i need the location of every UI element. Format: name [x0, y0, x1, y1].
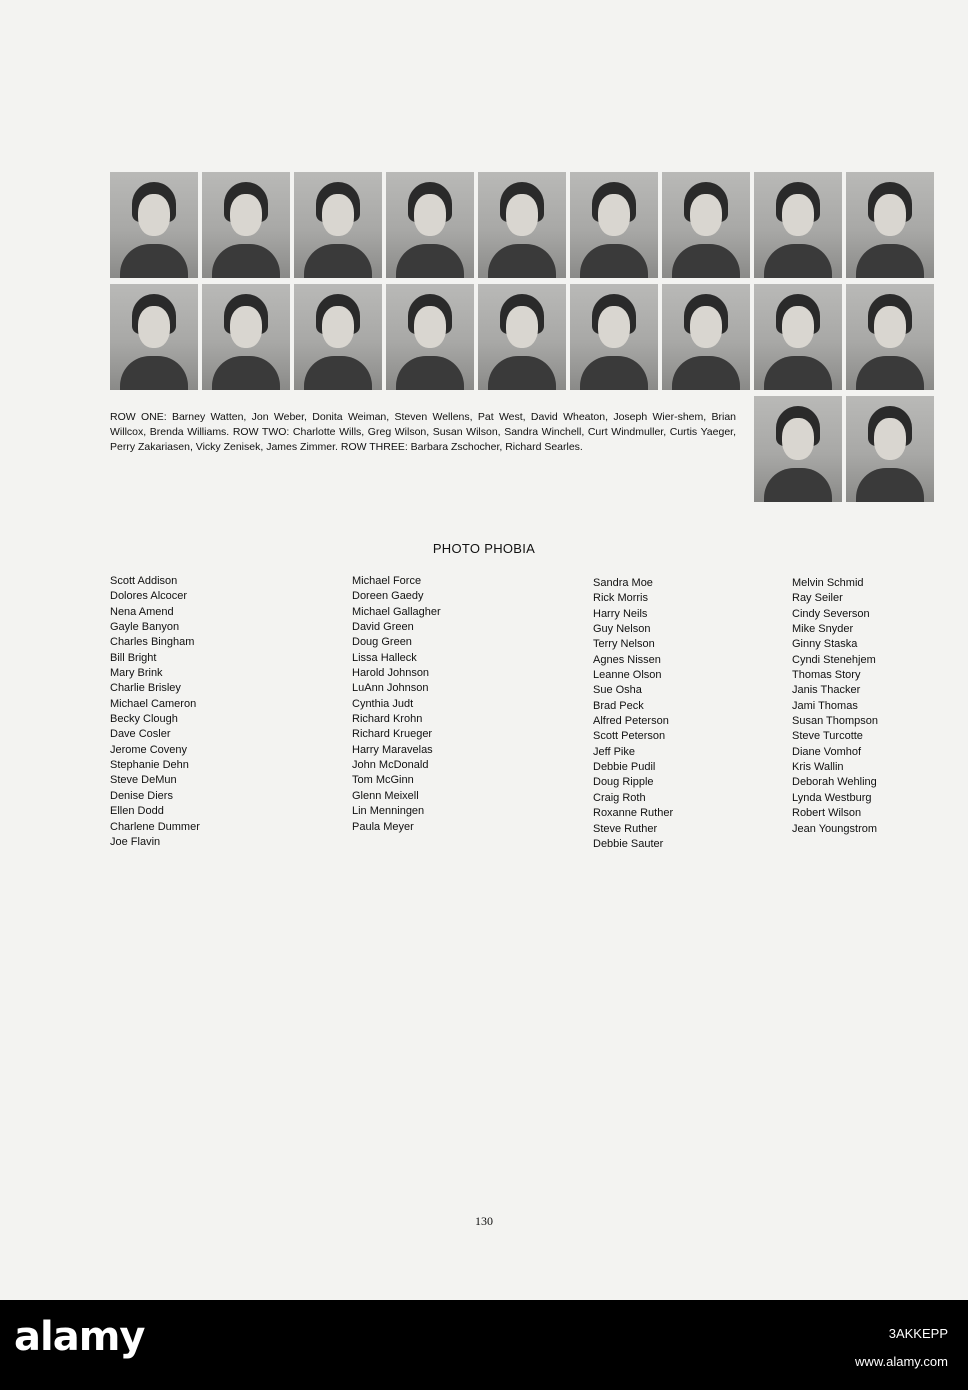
- list-item: Debbie Sauter: [593, 837, 664, 850]
- portrait-photo: [846, 396, 934, 502]
- list-item: Alfred Peterson: [593, 715, 669, 728]
- list-item: Steve Turcotte: [792, 730, 863, 743]
- list-item: Charlie Brisley: [110, 682, 181, 695]
- list-item: Jerome Coveny: [110, 743, 188, 756]
- list-item: Sandra Moe: [593, 577, 653, 589]
- list-item: Michael Force: [352, 575, 422, 587]
- list-item: Bill Bright: [110, 651, 157, 664]
- names-column-4: [792, 576, 878, 837]
- list-item: Ellen Dodd: [110, 805, 164, 818]
- list-item: Janis Thacker: [792, 684, 861, 697]
- list-item: Jeff Pike: [593, 745, 635, 758]
- list-item: Lynda Westburg: [792, 791, 872, 804]
- portrait-photo: [294, 284, 382, 390]
- list-item: Tom McGinn: [352, 774, 414, 787]
- list-item: Kris Wallin: [792, 761, 844, 774]
- list-item: Ginny Staska: [792, 638, 858, 651]
- list-item: Steve Ruther: [593, 822, 658, 835]
- list-item: Jami Thomas: [792, 699, 858, 712]
- portrait-photo: [202, 284, 290, 390]
- portrait-photo: [846, 284, 934, 390]
- portrait-photo: [110, 172, 198, 278]
- list-item: Scott Peterson: [593, 730, 666, 743]
- list-item: Melvin Schmid: [792, 577, 864, 589]
- portrait-photo: [662, 172, 750, 278]
- list-item: Leanne Olson: [593, 669, 662, 682]
- list-item: Mary Brink: [110, 667, 163, 680]
- list-item: Dave Cosler: [110, 728, 171, 741]
- list-item: Thomas Story: [792, 669, 861, 682]
- list-item: Gayle Banyon: [110, 621, 180, 634]
- list-item: Lin Menningen: [352, 805, 425, 818]
- names-column-1: [110, 574, 200, 850]
- portrait-photo: [754, 172, 842, 278]
- watermark-url: www.alamy.com: [855, 1354, 948, 1369]
- list-item: Terry Nelson: [593, 638, 655, 651]
- portrait-photo: [570, 172, 658, 278]
- list-item: Cynthia Judt: [352, 697, 414, 710]
- list-item: Michael Cameron: [110, 697, 197, 710]
- list-item: David Green: [352, 621, 414, 634]
- list-item: Scott Addison: [110, 575, 178, 587]
- list-item: Joe Flavin: [110, 835, 161, 848]
- list-item: Harold Johnson: [352, 667, 430, 680]
- names-column-2: [352, 574, 441, 835]
- page-number: 130: [475, 1214, 493, 1228]
- list-item: Mike Snyder: [792, 623, 854, 636]
- list-item: Doug Green: [352, 636, 412, 649]
- list-item: Becky Clough: [110, 713, 178, 726]
- portrait-photo: [386, 172, 474, 278]
- image-id: 3AKKEPP: [888, 1326, 948, 1341]
- list-item: Deborah Wehling: [792, 776, 877, 789]
- list-item: Doug Ripple: [593, 776, 654, 789]
- list-item: Harry Neils: [593, 607, 648, 620]
- list-item: Sue Osha: [593, 684, 642, 697]
- list-item: Glenn Meixell: [352, 789, 419, 802]
- portrait-photo: [754, 284, 842, 390]
- portrait-photo: [202, 172, 290, 278]
- portrait-photo: [754, 396, 842, 502]
- list-item: LuAnn Johnson: [352, 682, 429, 695]
- list-item: Lissa Halleck: [352, 651, 417, 664]
- list-item: Harry Maravelas: [352, 743, 433, 756]
- list-item: Brad Peck: [593, 699, 644, 712]
- list-item: Stephanie Dehn: [110, 759, 189, 772]
- list-item: Paula Meyer: [352, 820, 414, 833]
- section-title: PHOTO PHOBIA: [432, 541, 536, 556]
- list-item: Craig Roth: [593, 791, 646, 804]
- portrait-photo: [662, 284, 750, 390]
- watermark-bar: [0, 1300, 968, 1390]
- list-item: Richard Krohn: [352, 713, 423, 726]
- list-item: Robert Wilson: [792, 807, 862, 820]
- list-item: Steve DeMun: [110, 774, 177, 787]
- list-item: Ray Seiler: [792, 592, 843, 605]
- list-item: Charlene Dummer: [110, 820, 200, 833]
- list-item: Charles Bingham: [110, 636, 195, 649]
- list-item: Cyndi Stenehjem: [792, 653, 876, 666]
- list-item: John McDonald: [352, 759, 429, 772]
- list-item: Diane Vomhof: [792, 745, 862, 758]
- list-item: Roxanne Ruther: [593, 807, 674, 820]
- portrait-photo: [846, 172, 934, 278]
- names-column-3: [593, 576, 673, 852]
- list-item: Denise Diers: [110, 789, 173, 802]
- portrait-photo: [478, 172, 566, 278]
- list-item: Agnes Nissen: [593, 653, 661, 666]
- portrait-photo: [570, 284, 658, 390]
- list-item: Michael Gallagher: [352, 605, 441, 618]
- list-item: Nena Amend: [110, 605, 174, 618]
- list-item: Dolores Alcocer: [110, 590, 188, 603]
- portrait-photo: [478, 284, 566, 390]
- list-item: Doreen Gaedy: [352, 590, 424, 603]
- list-item: Rick Morris: [593, 592, 648, 605]
- photo-caption: ROW ONE: Barney Watten, Jon Weber, Donita Weiman, Steven Wellens, Pat West, David Wheaton, Joseph Wier-shem, Brian Willcox, Brenda Williams. ROW TWO: Charlotte Wills, Greg Wilson, Susan Wilson, Sandra Winchell, Curt Windmuller, Curtis Yaeger, Perry Zakariasen, Vicky Zenisek, James Zimmer. ROW THREE: Barbara Zschocher, Richard Searles.: [110, 411, 736, 453]
- list-item: Cindy Severson: [792, 607, 870, 620]
- portrait-photo: [294, 172, 382, 278]
- list-item: Debbie Pudil: [593, 761, 656, 774]
- list-item: Susan Thompson: [792, 715, 879, 728]
- list-item: Guy Nelson: [593, 623, 651, 636]
- portrait-photo: [110, 284, 198, 390]
- alamy-logo: alamy: [14, 1314, 145, 1360]
- list-item: Richard Krueger: [352, 728, 433, 741]
- portrait-photo: [386, 284, 474, 390]
- list-item: Jean Youngstrom: [792, 822, 878, 835]
